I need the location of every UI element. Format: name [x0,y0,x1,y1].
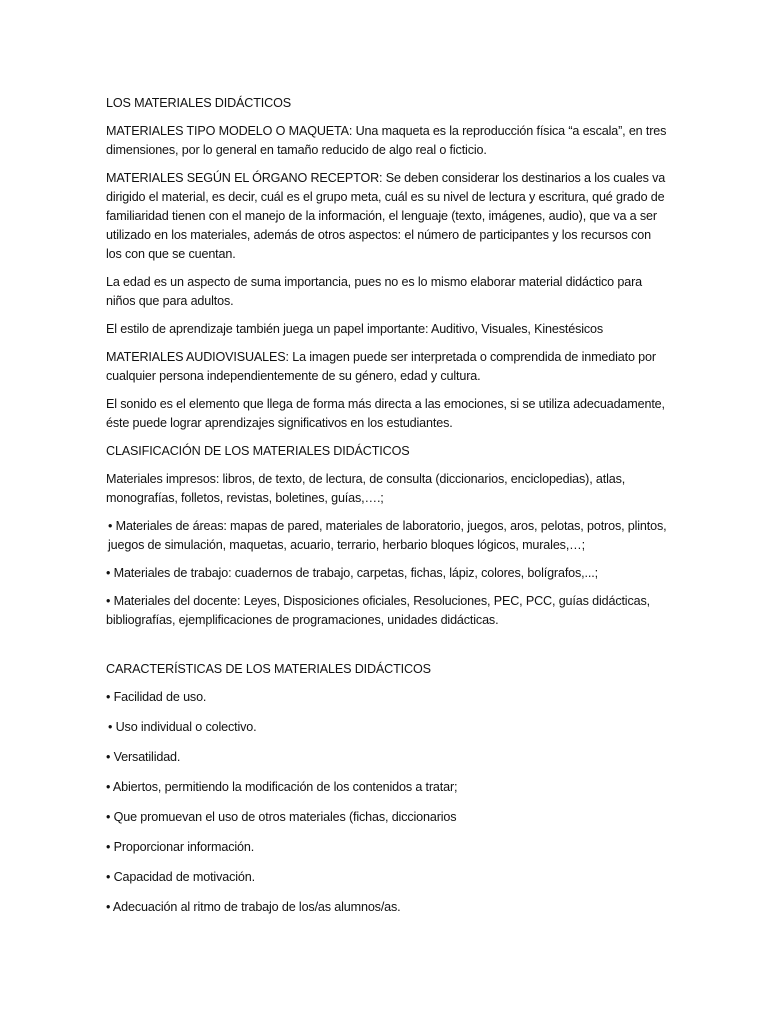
paragraph-organo-receptor: MATERIALES SEGÚN EL ÓRGANO RECEPTOR: Se deben considerar los destinarios a los cuales va dirigido el material, es decir, cuál es el grupo meta, cuál es su nivel de lectura y escritura, qué grado de familiaridad tienen con el manejo de la información, el lenguaje (texto, imágenes, audio), que va a ser utilizado en los materiales, además de otros aspectos: el número de participantes y los recursos con los con que se cuentan. [106,171,666,261]
characteristics-item: • Facilidad de uso. [106,690,207,704]
classification-heading: CLASIFICACIÓN DE LOS MATERIALES DIDÁCTICOS [106,444,410,458]
characteristics-item: • Proporcionar información. [106,840,255,854]
paragraph-sonido: El sonido es el elemento que llega de forma más directa a las emociones, si se utiliza adecuadamente, éste puede lograr aprendizajes significativos en los estudiantes. [106,397,665,430]
characteristics-item: • Uso individual o colectivo. [108,720,257,734]
paragraph-audiovisuales: MATERIALES AUDIOVISUALES: La imagen puede ser interpretada o comprendida de inmediato por cualquier persona independientemente de su género, edad y cultura. [106,350,656,383]
characteristics-item: • Que promuevan el uso de otros materiales (fichas, diccionarios [106,810,457,824]
classification-item: • Materiales de áreas: mapas de pared, materiales de laboratorio, juegos, aros, pelotas, potros, plintos, juegos de simulación, maquetas, acuario, terrario, herbario bloques lógicos, murales,…; [108,519,667,552]
classification-item: • Materiales del docente: Leyes, Disposiciones oficiales, Resoluciones, PEC, PCC, guías didácticas, bibliografías, ejemplificaciones de programaciones, unidades didácticas. [106,594,650,627]
characteristics-item: • Abiertos, permitiendo la modificación de los contenidos a tratar; [106,780,458,794]
characteristics-item: • Capacidad de motivación. [106,870,255,884]
paragraph-maqueta: MATERIALES TIPO MODELO O MAQUETA: Una maqueta es la reproducción física “a escala”, en tres dimensiones, por lo general en tamaño reducido de algo real o ficticio. [106,124,667,157]
paragraph-estilo-aprendizaje: El estilo de aprendizaje también juega un papel importante: Auditivo, Visuales, Kinestésicos [106,322,604,336]
paragraph-edad: La edad es un aspecto de suma importancia, pues no es lo mismo elaborar material didáctico para niños que para adultos. [106,275,642,308]
classification-item: • Materiales de trabajo: cuadernos de trabajo, carpetas, fichas, lápiz, colores, bolígrafos,...; [106,566,598,580]
characteristics-heading: CARACTERÍSTICAS DE LOS MATERIALES DIDÁCTICOS [106,662,431,676]
document-title: LOS MATERIALES DIDÁCTICOS [106,96,291,110]
classification-item: Materiales impresos: libros, de texto, de lectura, de consulta (diccionarios, enciclopedias), atlas, monografías, folletos, revistas, boletines, guías,….; [106,472,626,505]
characteristics-item: • Versatilidad. [106,750,181,764]
characteristics-item: • Adecuación al ritmo de trabajo de los/as alumnos/as. [106,900,401,914]
